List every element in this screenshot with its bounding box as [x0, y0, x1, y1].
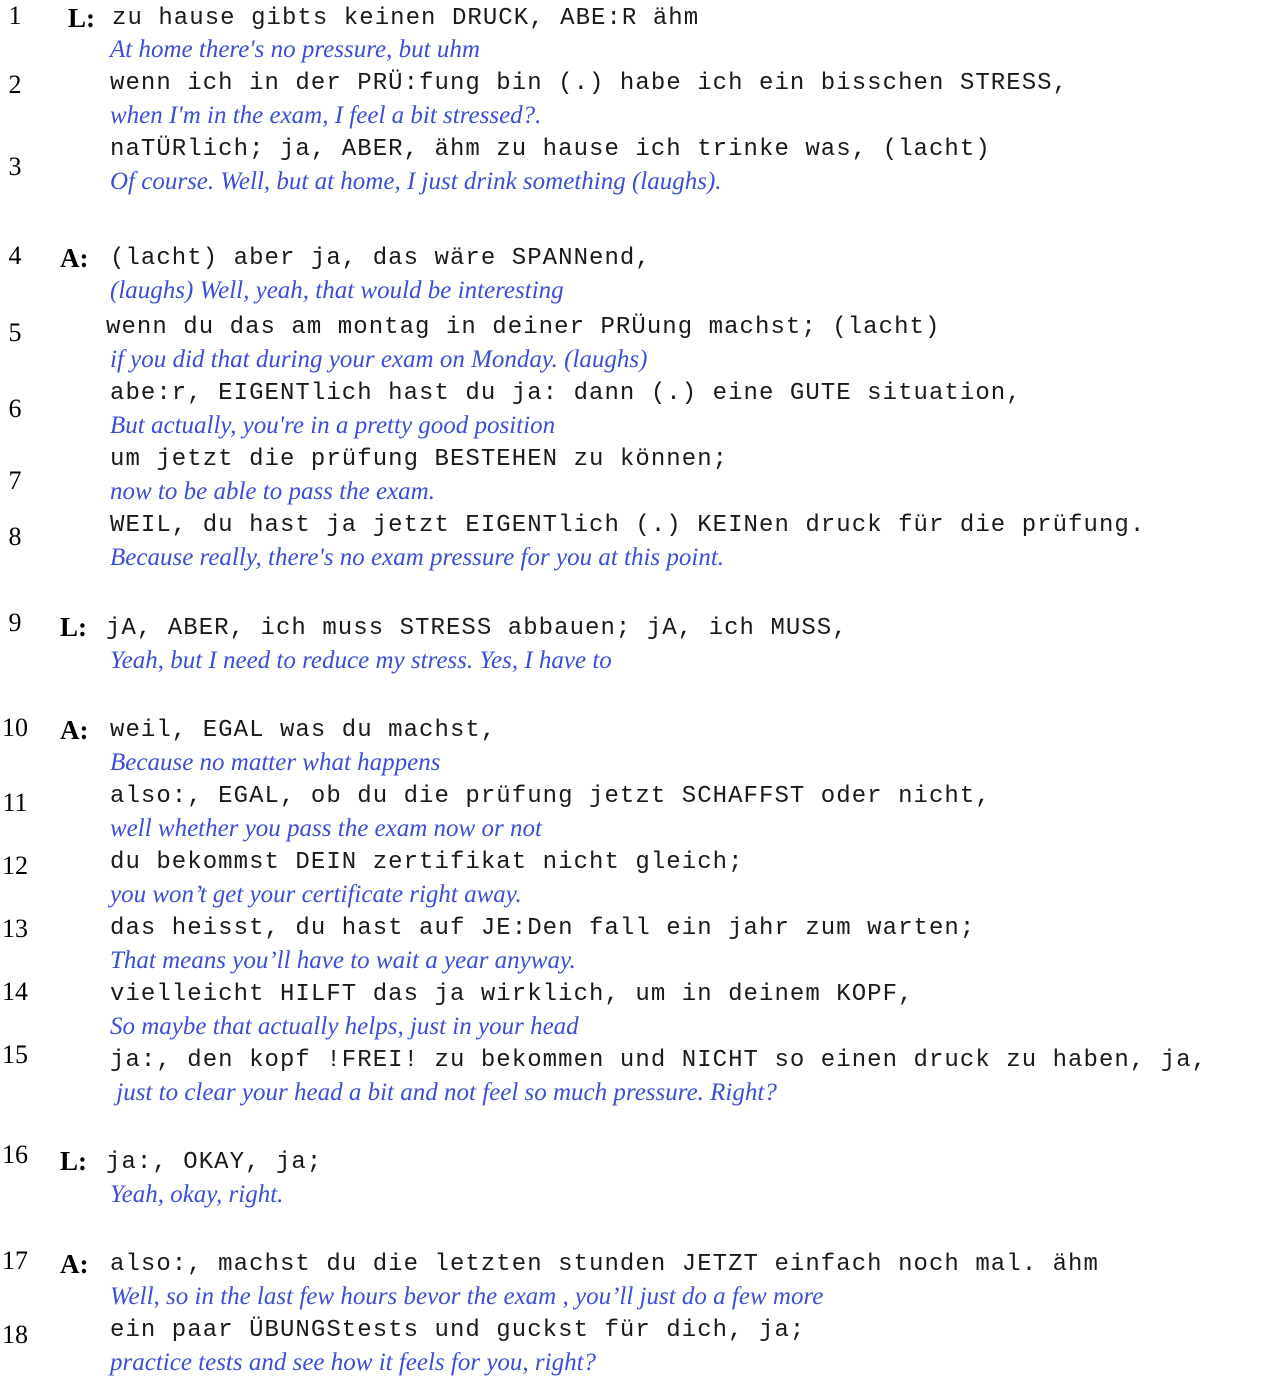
speaker-label: L: — [68, 3, 95, 33]
german-utterance: ein paar ÜBUNGStests und guckst für dich, ja; — [110, 1317, 806, 1344]
german-utterance: also:, machst du die letzten stunden JETZT einfach noch mal. ähm — [110, 1251, 1099, 1278]
speaker-label: L: — [60, 1146, 87, 1176]
german-utterance: (lacht) aber ja, das wäre SPANNend, — [110, 245, 651, 272]
line-number: 2 — [8, 70, 22, 99]
speaker-label: A: — [60, 1249, 89, 1279]
english-translation: At home there's no pressure, but uhm — [110, 36, 480, 63]
line-number: 12 — [2, 851, 28, 880]
german-utterance: also:, EGAL, ob du die prüfung jetzt SCHAFFST oder nicht, — [110, 783, 991, 810]
german-utterance: wenn du das am montag in deiner PRÜung machst; (lacht) — [106, 314, 941, 341]
german-utterance: abe:r, EIGENTlich hast du ja: dann (.) eine GUTE situation, — [110, 380, 1022, 407]
german-utterance: das heisst, du hast auf JE:Den fall ein jahr zum warten; — [110, 915, 976, 942]
german-utterance: du bekommst DEIN zertifikat nicht gleich; — [110, 849, 744, 876]
english-translation: So maybe that actually helps, just in your head — [110, 1013, 579, 1040]
english-translation: practice tests and see how it feels for you, right? — [110, 1349, 597, 1376]
line-number: 11 — [2, 788, 28, 817]
line-number: 18 — [2, 1320, 28, 1349]
german-utterance: ja:, OKAY, ja; — [106, 1149, 323, 1176]
english-translation: But actually, you're in a pretty good position — [110, 412, 556, 439]
german-utterance: naTÜRlich; ja, ABER, ähm zu hause ich trinke was, (lacht) — [110, 136, 991, 163]
german-utterance: WEIL, du hast ja jetzt EIGENTlich (.) KEINen druck für die prüfung. — [110, 512, 1146, 539]
line-number: 5 — [8, 318, 22, 347]
english-translation: you won’t get your certificate right away. — [110, 881, 522, 908]
line-number: 8 — [8, 522, 22, 551]
german-utterance: um jetzt die prüfung BESTEHEN zu können; — [110, 446, 729, 473]
speaker-label: A: — [60, 243, 89, 273]
line-number: 9 — [8, 608, 22, 637]
line-number: 10 — [2, 713, 28, 742]
english-translation: Yeah, but I need to reduce my stress. Yes, I have to — [110, 647, 612, 674]
german-utterance: wenn ich in der PRÜ:fung bin (.) habe ich ein bisschen STRESS, — [110, 70, 1069, 97]
english-translation: That means you’ll have to wait a year anyway. — [110, 947, 576, 974]
line-number: 17 — [2, 1246, 28, 1275]
line-number: 1 — [8, 1, 22, 30]
english-translation: Well, so in the last few hours bevor the exam , you’ll just do a few more — [110, 1283, 824, 1310]
english-translation: Yeah, okay, right. — [110, 1181, 284, 1208]
line-number: 7 — [8, 466, 22, 495]
english-translation: Of course. Well, but at home, I just drink something (laughs). — [110, 168, 722, 195]
line-number: 16 — [2, 1140, 28, 1169]
line-number: 4 — [8, 241, 22, 270]
english-translation: (laughs) Well, yeah, that would be interesting — [110, 277, 564, 304]
line-number: 13 — [2, 914, 28, 943]
english-translation: well whether you pass the exam now or not — [110, 815, 542, 842]
line-number: 3 — [8, 152, 22, 181]
line-number: 6 — [8, 394, 22, 423]
line-number: 14 — [2, 977, 28, 1006]
english-translation: Because really, there's no exam pressure for you at this point. — [110, 544, 725, 571]
german-utterance: zu hause gibts keinen DRUCK, ABE:R ähm — [112, 5, 700, 32]
english-translation: now to be able to pass the exam. — [110, 478, 435, 505]
english-translation: if you did that during your exam on Monday. (laughs) — [110, 346, 648, 373]
german-utterance: ja:, den kopf !FREI! zu bekommen und NICHT so einen druck zu haben, ja, — [110, 1047, 1208, 1074]
line-number: 15 — [2, 1040, 28, 1069]
german-utterance: weil, EGAL was du machst, — [110, 717, 497, 744]
english-translation: when I'm in the exam, I feel a bit stressed?. — [110, 102, 542, 129]
speaker-label: A: — [60, 715, 89, 745]
german-utterance: vielleicht HILFT das ja wirklich, um in deinem KOPF, — [110, 981, 914, 1008]
english-translation: just to clear your head a bit and not feel so much pressure. Right? — [110, 1079, 777, 1106]
german-utterance: jA, ABER, ich muss STRESS abbauen; jA, ich MUSS, — [106, 615, 848, 642]
english-translation: Because no matter what happens — [110, 749, 441, 776]
speaker-label: L: — [60, 612, 87, 642]
